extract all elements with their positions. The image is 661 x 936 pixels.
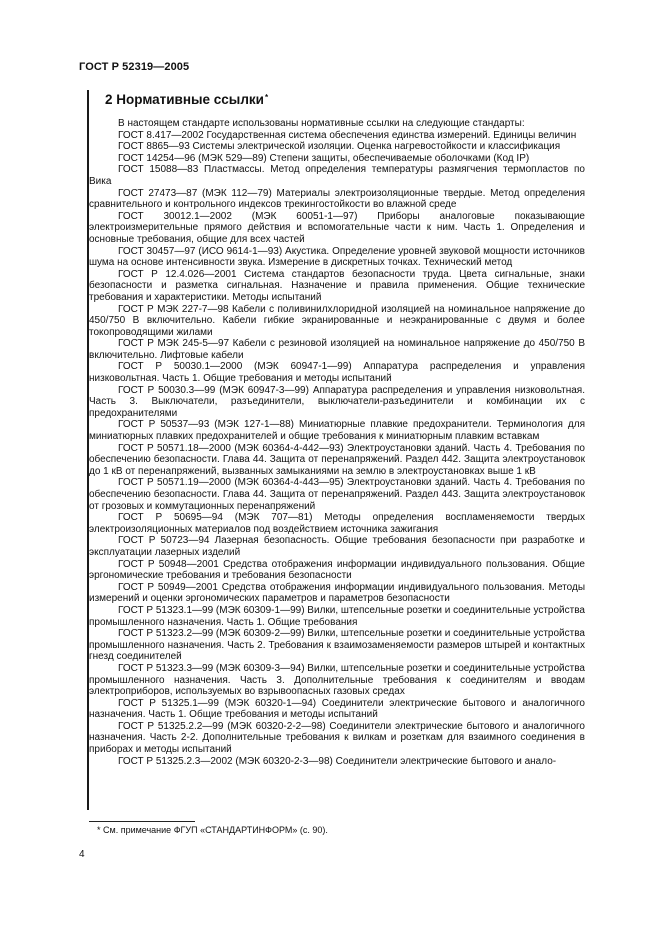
reference-item: ГОСТ 15088—83 Пластмассы. Метод определения температуры размягчения термопластов по Вика [89,164,585,187]
reference-item: ГОСТ Р 50030.3—99 (МЭК 60947-3—99) Аппаратура распределения и управления низковольтная. Часть 3. Выключатели, разъединители, выключатели-разъединители и комбинации их с предохранителями [89,384,585,419]
reference-item: ГОСТ 27473—87 (МЭК 112—79) Материалы электроизоляционные твердые. Метод определения сравнительного и контрольного индексов трекингостойкости во влажной среде [89,187,585,211]
reference-item: ГОСТ Р 50030.1—2000 (МЭК 60947-1—99) Аппаратура распределения и управления низковольтная. Часть 1. Общие требования и методы испытаний [89,361,585,385]
reference-item: ГОСТ 8865—93 Системы электрической изоляции. Оценка нагревостойкости и классификация [118,141,561,153]
normative-references-body [89,118,585,767]
section-title-text: 2 Нормативные ссылки [105,92,264,107]
reference-item: ГОСТ Р 50723—94 Лазерная безопасность. Общие требования безопасности при разработке и эксплуатации лазерных изделий [89,535,585,558]
footnote: * См. примечание ФГУП «СТАНДАРТИНФОРМ» (с. 90). [97,825,328,835]
reference-item: ГОСТ Р 51323.3—99 (МЭК 60309-3—94) Вилки, штепсельные розетки и соединительные устройства промышленного назначения. Часть 3. Дополнительные требования к соединителям и вводам электроприборов, используемых во взрывоопасных газовых средах [89,662,585,698]
section-title [105,92,268,107]
document-code-header: ГОСТ Р 52319—2005 [79,61,190,73]
intro-paragraph: В настоящем стандарте использованы нормативные ссылки на следующие стандарты: [118,118,525,129]
page-number: 4 [79,849,85,860]
reference-item: ГОСТ Р МЭК 245-5—97 Кабели с резиновой изоляцией на номинальное напряжение до 450/750 В включительно. Лифтовые кабели [89,338,585,361]
reference-item: ГОСТ Р 51325.2.3—2002 (МЭК 60320-2-3—98) Соединители электрические бытового и анало- [118,755,557,767]
reference-item: ГОСТ Р МЭК 227-7—98 Кабели с поливинилхлоридной изоляцией на номинальное напряжение до 450/750 В включительно. Кабели гибкие экранированные и неэкранированные с двумя и более токопроводящими жилами [89,303,585,338]
footnote-divider [89,821,195,822]
reference-item: ГОСТ 14254—96 (МЭК 529—89) Степени защиты, обеспечиваемые оболочками (Код IP) [118,152,530,164]
reference-item: ГОСТ Р 50948—2001 Средства отображения информации индивидуального пользования. Общие эргономические требования и требования безопасности [89,558,585,582]
reference-item: ГОСТ Р 50695—94 (МЭК 707—81) Методы определения воспламеняемости твердых электроизоляционных материалов под воздействием источника зажигания [89,512,585,535]
reference-item: ГОСТ Р 50537—93 (МЭК 127-1—88) Миниатюрные плавкие предохранители. Терминология для миниатюрных плавких предохранителей и общие требования к миниатюрным плавким вставкам [89,419,585,443]
reference-item: ГОСТ Р 51325.1—99 (МЭК 60320-1—94) Соединители электрические бытового и аналогичного назначения. Часть 1. Общие требования и методы испытаний [89,697,585,721]
footnote-mark: * [264,93,269,102]
reference-item: ГОСТ Р 51323.2—99 (МЭК 60309-2—99) Вилки, штепсельные розетки и соединительные устройства промышленного назначения. Часть 2. Требования к взаимозаменяемости размеров штырей и контактных гнезд соединителей [89,628,585,663]
reference-item: ГОСТ Р 50571.18—2000 (МЭК 60364-4-442—93) Электроустановки зданий. Часть 4. Требования по обеспечению безопасности. Глава 44. Защита от перенапряжений. Раздел 442. Защита электроустановок до 1 кВ от перенапряжений, вызванных замыканиями на землю в электроустановках выше 1 кВ [89,442,585,477]
reference-item: ГОСТ Р 50949—2001 Средства отображения информации индивидуального пользования. Методы измерений и оценки эргономических параметров и параметров безопасности [89,581,585,605]
reference-item: ГОСТ Р 51325.2.2—99 (МЭК 60320-2-2—98) Соединители электрические бытового и аналогичного назначения. Часть 2-2. Дополнительные требования к вилкам и розеткам для взаимного соединения в приборах и методы испытаний [89,720,585,756]
reference-item: ГОСТ Р 51323.1—99 (МЭК 60309-1—99) Вилки, штепсельные розетки и соединительные устройства промышленного назначения. Часть 1. Общие требования [89,604,585,628]
reference-item: ГОСТ 30012.1—2002 (МЭК 60051-1—97) Приборы аналоговые показывающие электроизмерительные прямого действия и вспомогательные части к ним. Часть 1. Определения и основные требования, общие для всех частей [89,210,585,245]
reference-item: ГОСТ 30457—97 (ИСО 9614-1—93) Акустика. Определение уровней звуковой мощности источников шума на основе интенсивности звука. Измерение в дискретных точках. Технический метод [89,245,585,269]
reference-item: ГОСТ 8.417—2002 Государственная система обеспечения единства измерений. Единицы величин [118,129,577,141]
reference-item: ГОСТ Р 50571.19—2000 (МЭК 60364-4-443—95) Электроустановки зданий. Часть 4. Требования по обеспечению безопасности. Глава 44. Защита от перенапряжений. Раздел 443. Защита электроустановок от грозовых и коммутационных перенапряжений [89,477,585,512]
reference-item: ГОСТ Р 12.4.026—2001 Система стандартов безопасности труда. Цвета сигнальные, знаки безопасности и разметка сигнальная. Назначение и правила применения. Общие технические требования и характеристики. Методы испытаний [89,268,585,303]
